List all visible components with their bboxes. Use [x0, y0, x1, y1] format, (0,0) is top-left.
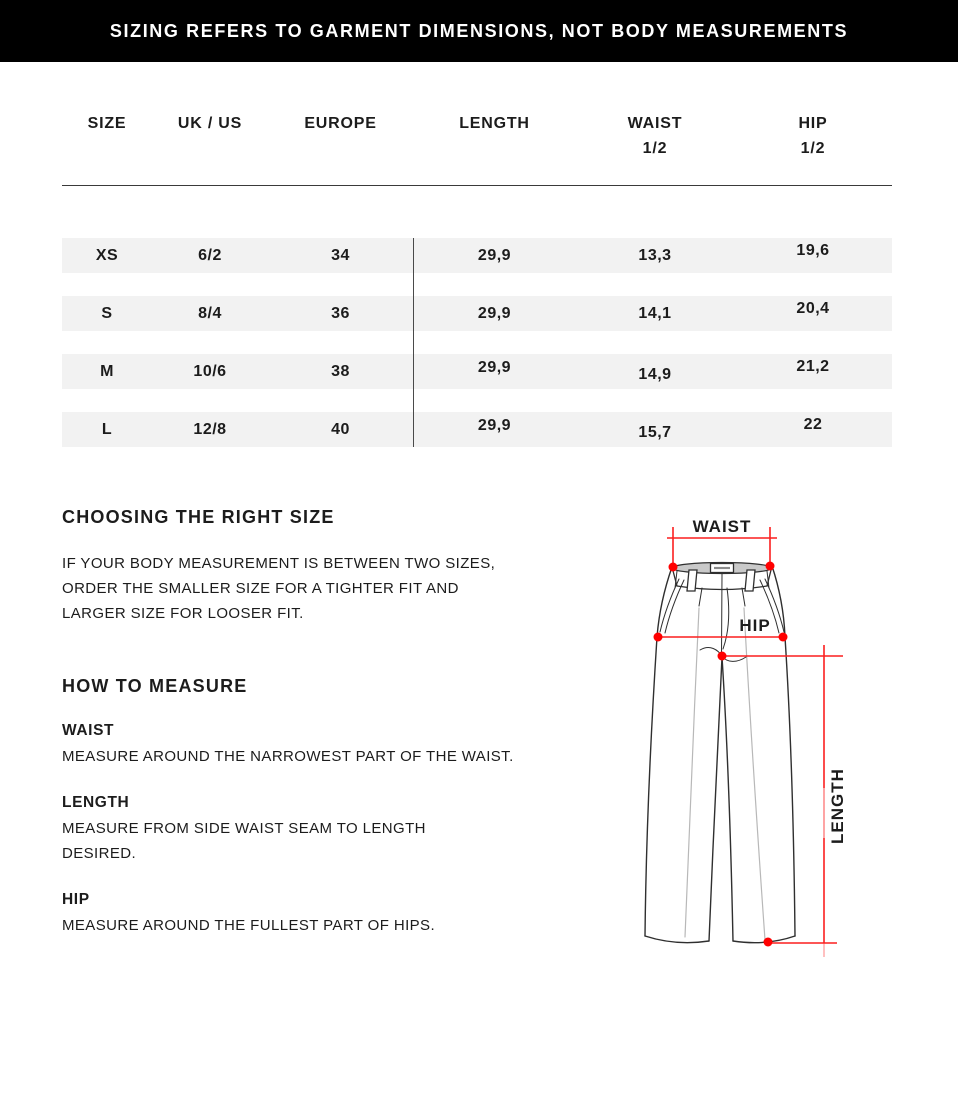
disclaimer-text: SIZING REFERS TO GARMENT DIMENSIONS, NOT BODY MEASUREMENTS [109, 20, 849, 41]
choosing-size-text: IF YOUR BODY MEASUREMENT IS BETWEEN TWO SIZES, ORDER THE SMALLER SIZE FOR A TIGHTER FIT AND LARGER SIZE FOR LOOSER FIT. [62, 555, 496, 622]
diagram-length-label: LENGTH [828, 768, 847, 844]
measure-item-length: LENGTH MEASURE FROM SIDE WAIST SEAM TO LENGTH DESIRED. [62, 794, 426, 862]
fly-j-stitch [723, 588, 729, 649]
cell-ukus: 12/8 [193, 420, 227, 438]
cell-length: 29,9 [477, 358, 512, 376]
choosing-size-section [62, 506, 582, 626]
column-header-length: LENGTH [459, 115, 530, 132]
right-inseam [722, 657, 733, 941]
diagram-waist-label: WAIST [692, 517, 752, 536]
column-header-size: SIZE [87, 115, 127, 132]
column-header-hip: HIP 1/2 [798, 115, 828, 157]
left-pleat-mark [699, 588, 702, 606]
cell-europe: 38 [331, 362, 350, 380]
cell-size: XS [95, 246, 119, 264]
disclaimer-banner [0, 0, 958, 62]
cell-ukus: 6/2 [198, 246, 222, 264]
belt-loop-left [687, 570, 697, 591]
cell-waist: 14,9 [638, 365, 672, 383]
cell-europe: 34 [331, 246, 350, 264]
size-table-header [62, 95, 893, 157]
crotch-dot [718, 652, 727, 661]
table-column-divider [413, 238, 414, 447]
belt-loop-right [745, 570, 755, 591]
cell-length: 29,9 [477, 304, 512, 322]
choosing-size-title: CHOOSING THE RIGHT SIZE [62, 507, 335, 527]
table-row-xs [62, 238, 892, 273]
column-header-ukus: UK / US [177, 115, 243, 132]
waist-dot-left [669, 563, 678, 572]
pants-sketch [645, 563, 795, 943]
cell-hip: 20,4 [796, 299, 830, 317]
header-rule [62, 185, 892, 186]
pants-measure-diagram [600, 490, 900, 970]
cell-hip: 21,2 [796, 357, 830, 375]
cell-europe: 36 [331, 304, 350, 322]
table-row-l [62, 412, 892, 447]
cell-size: M [100, 362, 114, 380]
left-pocket-line [660, 579, 679, 632]
how-to-measure-title: HOW TO MEASURE [62, 676, 248, 696]
hip-dot-left [654, 633, 663, 642]
table-row-m [62, 354, 892, 389]
cell-size: L [101, 420, 113, 438]
left-crease-line [685, 608, 699, 937]
cell-ukus: 10/6 [193, 362, 227, 380]
cell-size: S [101, 304, 113, 322]
center-front-line [722, 574, 723, 655]
hem-dot [764, 938, 773, 947]
size-table [62, 95, 893, 441]
size-table-rows [62, 238, 892, 470]
hip-dot-right [779, 633, 788, 642]
left-inseam [709, 657, 722, 941]
cell-waist: 13,3 [638, 246, 672, 264]
how-to-measure-section [62, 675, 582, 938]
cell-length: 29,9 [477, 416, 512, 434]
cell-length: 29,9 [477, 246, 512, 264]
column-header-waist: WAIST 1/2 [627, 115, 683, 157]
diagram-hip-label: HIP [739, 616, 771, 635]
cell-waist: 14,1 [638, 304, 672, 322]
cell-hip: 19,6 [796, 241, 830, 259]
cell-hip: 22 [803, 415, 823, 433]
measure-item-hip: HIP MEASURE AROUND THE FULLEST PART OF HIPS. [62, 891, 436, 934]
column-header-europe: EUROPE [304, 115, 377, 132]
waist-dot-right [766, 562, 775, 571]
cell-waist: 15,7 [638, 423, 672, 441]
measure-item-waist: WAIST MEASURE AROUND THE NARROWEST PART OF THE WAIST. [62, 722, 514, 765]
left-hem [645, 936, 709, 943]
cell-europe: 40 [331, 420, 350, 438]
right-crease-line [744, 608, 765, 940]
table-row-s [62, 296, 892, 331]
cell-ukus: 8/4 [198, 304, 222, 322]
